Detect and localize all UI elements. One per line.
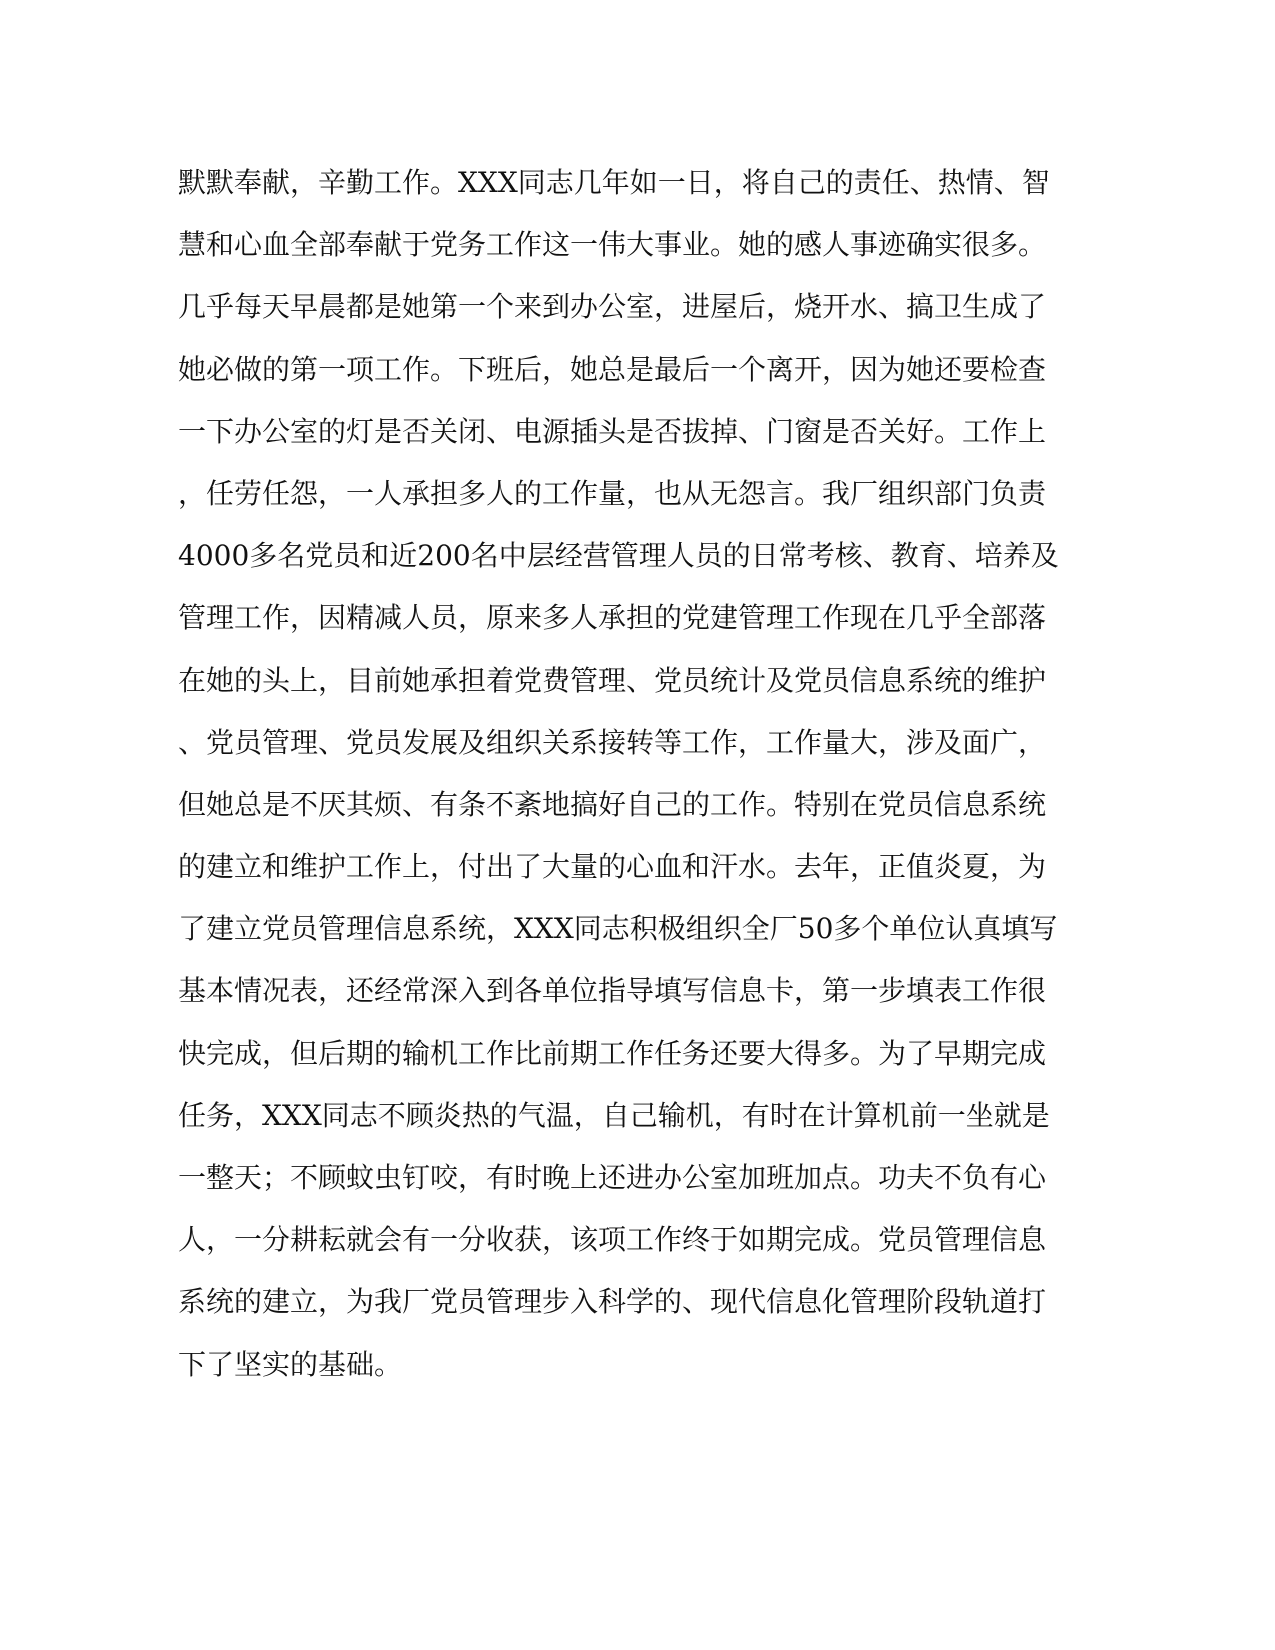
- text-line: 她必做的第一项工作。下班后，她总是最后一个离开，因为她还要检查: [178, 352, 1047, 386]
- text-line: ，任劳任怨，一人承担多人的工作量，也从无怨言。我厂组织部门负责: [178, 476, 1047, 510]
- text-line: 一整天；不顾蚊虫钉咬，有时晚上还进办公室加班加点。功夫不负有心: [178, 1161, 1047, 1194]
- text-line: 快完成，但后期的输机工作比前期工作任务还要大得多。为了早期完成: [178, 1036, 1047, 1070]
- text-line: 4000多名党员和近200名中层经营管理人员的日常考核、教育、培养及: [178, 539, 1059, 573]
- text-line: 的建立和维护工作上，付出了大量的心血和汗水。去年，正值炎夏，为: [178, 850, 1047, 884]
- text-line: 任务，XXX同志不顾炎热的气温，自己输机，有时在计算机前一坐就是: [178, 1098, 1050, 1132]
- text-line: 在她的头上，目前她承担着党费管理、党员统计及党员信息系统的维护: [178, 663, 1047, 697]
- text-line: 、党员管理、党员发展及组织关系接转等工作，工作量大，涉及面广，: [178, 725, 1047, 759]
- text-line: 但她总是不厌其烦、有条不紊地搞好自己的工作。特别在党员信息系统: [178, 787, 1047, 821]
- text-line: 人，一分耕耘就会有一分收获，该项工作终于如期完成。党员管理信息: [178, 1223, 1047, 1257]
- text-line: 基本情况表，还经常深入到各单位指导填写信息卡，第一步填表工作很: [178, 974, 1047, 1008]
- text-line: 几乎每天早晨都是她第一个来到办公室，进屋后，烧开水、搞卫生成了: [178, 290, 1047, 324]
- text-line: 管理工作，因精减人员，原来多人承担的党建管理工作现在几乎全部落: [178, 601, 1047, 635]
- text-line: 了建立党员管理信息系统，XXX同志积极组织全厂50多个单位认真填写: [178, 912, 1058, 946]
- text-line: 一下办公室的灯是否关闭、电源插头是否拔掉、门窗是否关好。工作上: [178, 414, 1047, 448]
- body-paragraph: [178, 160, 1058, 1404]
- text-line: 慧和心血全部奉献于党务工作这一伟大事业。她的感人事迹确实很多。: [178, 228, 1047, 262]
- text-line: 系统的建立，为我厂党员管理步入科学的、现代信息化管理阶段轨道打: [178, 1285, 1047, 1319]
- text-line: 下了坚实的基础。: [178, 1347, 403, 1381]
- text-line: 默默奉献，辛勤工作。XXX同志几年如一日，将自己的责任、热情、智: [178, 166, 1050, 199]
